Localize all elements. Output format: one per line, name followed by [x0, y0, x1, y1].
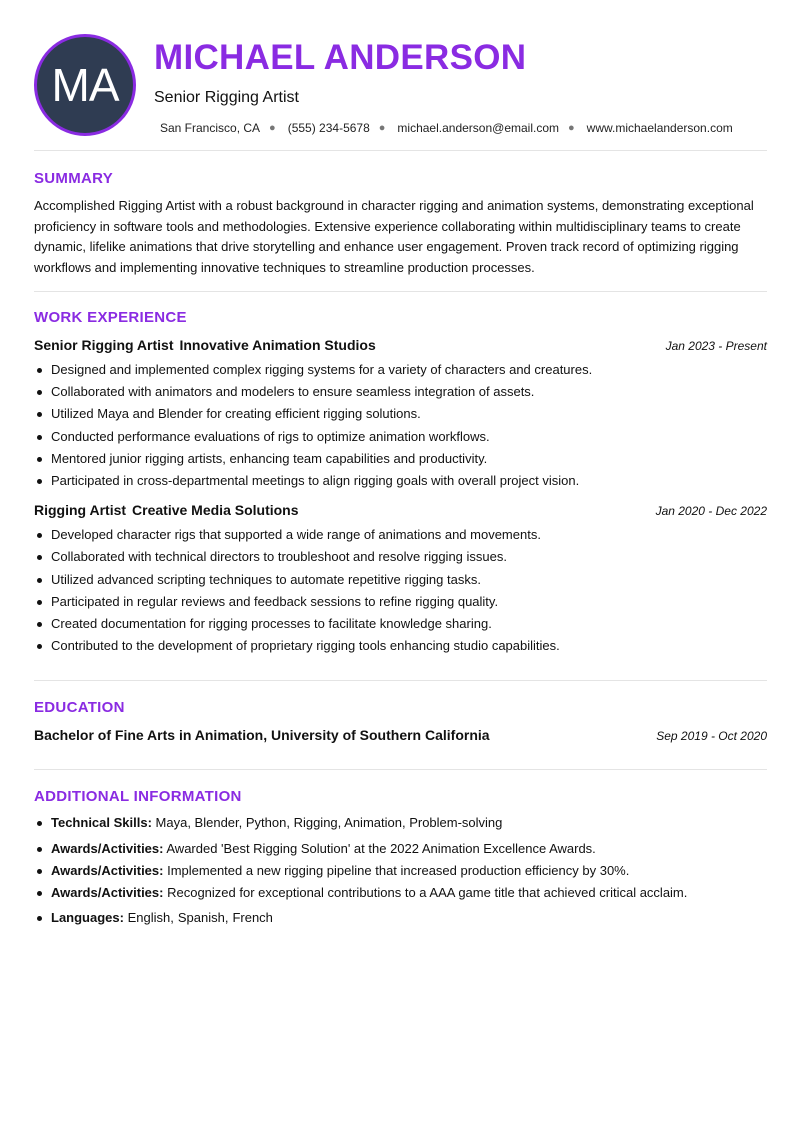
candidate-name: MICHAEL ANDERSON — [154, 38, 527, 77]
job-header — [34, 337, 767, 353]
experience-heading: WORK EXPERIENCE — [34, 309, 187, 326]
list-item: Collaborated with animators and modelers to ensure seamless integration of assets. — [34, 381, 767, 403]
separator-dot-icon: ● — [568, 122, 575, 134]
avatar — [34, 34, 136, 136]
contact-bar — [160, 121, 733, 135]
list-item — [34, 812, 767, 834]
summary-text: Accomplished Rigging Artist with a robust background in character rigging and animation systems, demonstrating exceptional proficiency in software tools and methodologies. Extensive experience collaborating within multidisciplinary teams to create dynamic, lifelike animations that drive storytelling and enhance user engagement. Proven track record of optimizing rigging workflows and implementing innovative techniques to streamline production processes. — [34, 198, 754, 275]
item-text: Recognized for exceptional contributions to a AAA game title that achieved critical acclaim. — [167, 885, 688, 901]
language-item: French — [232, 910, 273, 926]
job-dates: Jan 2023 - Present — [665, 339, 767, 353]
job-entry — [34, 337, 767, 492]
contact-phone: (555) 234-5678 — [287, 121, 370, 135]
job-company: Creative Media Solutions — [132, 502, 299, 519]
list-item — [34, 907, 767, 929]
list-item — [34, 838, 767, 860]
list-item — [34, 860, 767, 882]
list-item: Utilized Maya and Blender for creating efficient rigging solutions. — [34, 403, 767, 425]
list-item: Participated in cross-departmental meetings to align rigging goals with overall project vision. — [34, 470, 767, 492]
additional-list — [34, 812, 767, 929]
item-label: Technical Skills: — [51, 815, 152, 831]
item-label: Awards/Activities: — [51, 840, 164, 856]
languages-label: Languages: — [51, 910, 124, 926]
contact-website: www.michaelanderson.com — [586, 121, 733, 135]
job-company: Innovative Animation Studios — [179, 337, 376, 353]
job-dates: Jan 2020 - Dec 2022 — [655, 504, 767, 519]
item-text: Maya, Blender, Python, Rigging, Animation, Problem-solving — [155, 815, 503, 831]
job-bullets — [34, 524, 767, 657]
education-degree: Bachelor of Fine Arts in Animation, University of Southern California — [34, 727, 490, 744]
education-section — [34, 681, 767, 743]
item-text: Implemented a new rigging pipeline that increased production efficiency by 30%. — [167, 862, 630, 878]
item-label: Awards/Activities: — [51, 885, 164, 901]
list-item: Mentored junior rigging artists, enhancing team capabilities and productivity. — [34, 448, 767, 470]
summary-section — [34, 151, 767, 278]
avatar-initials: MA — [51, 59, 119, 111]
job-bullets — [34, 359, 767, 492]
summary-heading: SUMMARY — [34, 170, 114, 187]
experience-section — [34, 292, 767, 657]
language-item: English, — [127, 910, 174, 926]
education-heading: EDUCATION — [34, 699, 125, 717]
resume-header — [34, 0, 767, 150]
item-label: Awards/Activities: — [51, 862, 164, 878]
education-entry — [34, 727, 767, 743]
list-item: Contributed to the development of proprietary rigging tools enhancing studio capabilities. — [34, 635, 767, 657]
list-item: Designed and implemented complex rigging systems for a variety of characters and creatures. — [34, 359, 767, 381]
separator-dot-icon: ● — [269, 122, 276, 134]
job-position: Rigging Artist — [34, 502, 127, 519]
job-title — [34, 337, 376, 353]
job-title — [34, 502, 299, 518]
education-dates: Sep 2019 - Oct 2020 — [656, 729, 767, 744]
separator-dot-icon: ● — [378, 122, 386, 134]
list-item: Utilized advanced scripting techniques to automate repetitive rigging tasks. — [34, 569, 767, 591]
job-header — [34, 502, 767, 518]
additional-heading: ADDITIONAL INFORMATION — [34, 788, 242, 806]
job-entry — [34, 502, 767, 657]
list-item — [34, 882, 767, 904]
contact-location: San Francisco, CA — [160, 121, 261, 135]
list-item: Conducted performance evaluations of rigs to optimize animation workflows. — [34, 426, 767, 448]
job-position: Senior Rigging Artist — [34, 337, 174, 353]
list-item: Collaborated with technical directors to troubleshoot and resolve rigging issues. — [34, 546, 767, 568]
list-item: Developed character rigs that supported a wide range of animations and movements. — [34, 524, 767, 546]
additional-section — [34, 770, 767, 929]
language-item: Spanish, — [177, 910, 229, 926]
contact-email: michael.anderson@email.com — [397, 121, 560, 135]
candidate-role: Senior Rigging Artist — [154, 89, 299, 106]
list-item: Created documentation for rigging processes to facilitate knowledge sharing. — [34, 613, 767, 635]
list-item: Participated in regular reviews and feedback sessions to refine rigging quality. — [34, 591, 767, 613]
item-text: Awarded 'Best Rigging Solution' at the 2022 Animation Excellence Awards. — [166, 840, 596, 856]
